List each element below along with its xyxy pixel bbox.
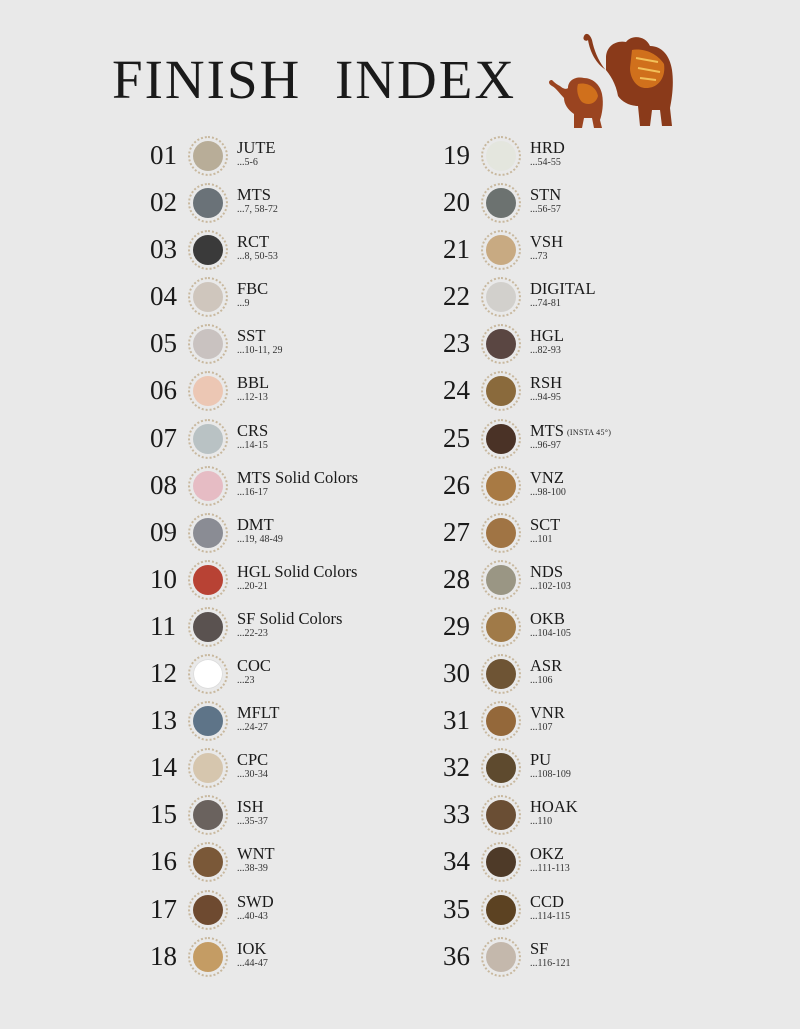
finish-name xyxy=(530,940,548,958)
finish-pages: ...111-113 xyxy=(530,863,570,875)
finish-number: 23 xyxy=(443,328,470,359)
finish-swatch-fill xyxy=(193,376,223,406)
finish-number: 16 xyxy=(150,846,177,877)
finish-swatch-fill xyxy=(193,895,223,925)
finish-number: 27 xyxy=(443,516,470,547)
finish-item xyxy=(150,230,450,277)
finish-name xyxy=(237,422,268,440)
finish-name-text: SCT xyxy=(530,514,561,534)
finish-pages: ...74-81 xyxy=(530,298,561,310)
finish-swatch-fill xyxy=(486,565,516,595)
finish-name-text: STN xyxy=(530,185,562,205)
finish-name-text: SF Solid Colors xyxy=(237,608,343,628)
finish-name-text: OKZ xyxy=(530,844,564,864)
finish-item xyxy=(443,890,743,937)
finish-item xyxy=(150,654,450,701)
finish-name xyxy=(237,704,280,722)
finish-swatch-fill xyxy=(486,376,516,406)
finish-swatch-fill xyxy=(193,847,223,877)
finish-item xyxy=(150,513,450,560)
finish-name-text: WNT xyxy=(237,844,275,864)
finish-name xyxy=(237,751,268,769)
finish-name xyxy=(237,469,358,487)
finish-pages: ...114-115 xyxy=(530,910,571,922)
finish-swatch-fill xyxy=(193,706,223,736)
finish-name-text: RCT xyxy=(237,232,270,252)
finish-item xyxy=(443,230,743,277)
finish-swatch-fill xyxy=(486,942,516,972)
finish-swatch-fill xyxy=(193,235,223,265)
finish-number: 08 xyxy=(150,469,177,500)
finish-number: 33 xyxy=(443,799,470,830)
finish-swatch xyxy=(188,748,228,788)
finish-pages: ...104-105 xyxy=(530,627,571,639)
finish-name xyxy=(530,233,563,251)
finish-item xyxy=(150,371,450,418)
finish-swatch xyxy=(481,701,521,741)
finish-name xyxy=(530,610,565,628)
finish-name-text: IOK xyxy=(237,938,267,958)
finish-number: 28 xyxy=(443,563,470,594)
finish-swatch xyxy=(481,230,521,270)
finish-swatch xyxy=(481,795,521,835)
finish-swatch xyxy=(188,560,228,600)
finish-item xyxy=(150,937,450,984)
finish-name-text: HOAK xyxy=(530,797,578,817)
finish-swatch xyxy=(481,937,521,977)
finish-item xyxy=(443,701,743,748)
finish-item xyxy=(443,466,743,513)
finish-number: 35 xyxy=(443,893,470,924)
finish-item xyxy=(443,183,743,230)
finish-name xyxy=(530,751,551,769)
finish-swatch-fill xyxy=(486,424,516,454)
finish-swatch xyxy=(481,136,521,176)
finish-name xyxy=(237,516,274,534)
finish-name-text: HRD xyxy=(530,138,565,157)
finish-swatch-fill xyxy=(193,188,223,218)
finish-swatch xyxy=(188,136,228,176)
finish-number: 24 xyxy=(443,375,470,406)
finish-pages: ...82-93 xyxy=(530,345,561,357)
finish-pages: ...101 xyxy=(530,533,553,545)
finish-item xyxy=(150,795,450,842)
finish-pages: ...110 xyxy=(530,816,553,828)
finish-name xyxy=(530,704,565,722)
finish-item xyxy=(150,890,450,937)
finish-swatch xyxy=(188,795,228,835)
finish-name-text: HGL xyxy=(530,326,564,346)
finish-name-note: (INSTA 45°) xyxy=(566,427,612,437)
finish-pages: ...98-100 xyxy=(530,486,566,498)
finish-pages: ...23 xyxy=(237,675,255,687)
finish-name-text: DMT xyxy=(237,514,274,534)
finish-number: 13 xyxy=(150,705,177,736)
finish-pages: ...30-34 xyxy=(237,769,268,781)
finish-number: 21 xyxy=(443,234,470,265)
finish-name xyxy=(237,186,271,204)
finish-pages: ...116-121 xyxy=(530,957,571,969)
finish-number: 07 xyxy=(150,422,177,453)
finish-name-text: HGL Solid Colors xyxy=(237,561,358,581)
finish-swatch-fill xyxy=(486,895,516,925)
finish-pages: ...10-11, 29 xyxy=(237,345,283,357)
finish-swatch xyxy=(481,183,521,223)
finish-swatch xyxy=(188,371,228,411)
finish-swatch xyxy=(481,466,521,506)
finish-pages: ...54-55 xyxy=(530,157,561,168)
finish-name-text: SWD xyxy=(237,891,274,911)
finish-number: 10 xyxy=(150,563,177,594)
finish-name-text: BBL xyxy=(237,373,270,393)
finish-item xyxy=(150,701,450,748)
finish-swatch-fill xyxy=(193,659,223,689)
finish-number: 20 xyxy=(443,187,470,218)
finish-pages: ...38-39 xyxy=(237,863,268,875)
finish-swatch-fill xyxy=(486,518,516,548)
finish-swatch-fill xyxy=(486,753,516,783)
finish-swatch xyxy=(481,607,521,647)
finish-swatch xyxy=(481,890,521,930)
finish-item xyxy=(443,513,743,560)
finish-name xyxy=(530,563,563,581)
finish-number: 30 xyxy=(443,658,470,689)
finish-swatch xyxy=(188,183,228,223)
finish-swatch xyxy=(188,842,228,882)
finish-name xyxy=(530,327,564,345)
finish-pages: ...8, 50-53 xyxy=(237,251,278,263)
finish-name xyxy=(530,657,562,675)
finish-name xyxy=(237,374,269,392)
finish-name-text: CCD xyxy=(530,891,564,911)
finish-name-text: COC xyxy=(237,656,271,676)
finish-name xyxy=(530,139,565,157)
finish-item xyxy=(443,136,743,183)
finish-item xyxy=(443,560,743,607)
finish-swatch xyxy=(481,324,521,364)
finish-name-text: OKB xyxy=(530,608,565,628)
finish-pages: ...22-23 xyxy=(237,627,268,639)
finish-name-text: VSH xyxy=(530,232,564,252)
finish-pages: ...108-109 xyxy=(530,769,571,781)
finish-number: 01 xyxy=(150,140,177,170)
finish-list-left xyxy=(150,136,450,984)
finish-name xyxy=(237,610,342,628)
finish-name-text: ASR xyxy=(530,656,563,676)
finish-swatch-fill xyxy=(193,424,223,454)
finish-name xyxy=(530,469,564,487)
finish-name xyxy=(530,280,596,298)
finish-name xyxy=(237,233,269,251)
finish-item xyxy=(443,795,743,842)
page-title: FINISH INDEX xyxy=(112,49,517,110)
finish-name-text: CPC xyxy=(237,750,269,770)
finish-name-text: SF xyxy=(530,938,549,958)
finish-pages: ...73 xyxy=(530,251,548,263)
finish-swatch-fill xyxy=(486,706,516,736)
finish-swatch-fill xyxy=(486,141,516,171)
finish-number: 14 xyxy=(150,752,177,783)
finish-swatch xyxy=(188,419,228,459)
finish-number: 05 xyxy=(150,328,177,359)
finish-number: 17 xyxy=(150,893,177,924)
finish-swatch xyxy=(188,277,228,317)
finish-item xyxy=(443,842,743,889)
finish-swatch xyxy=(481,842,521,882)
finish-name-text: MTS Solid Colors xyxy=(237,467,359,487)
finish-name xyxy=(237,139,276,157)
finish-pages: ...16-17 xyxy=(237,486,268,498)
finish-swatch xyxy=(481,748,521,788)
finish-number: 04 xyxy=(150,281,177,312)
finish-pages: ...94-95 xyxy=(530,392,561,404)
finish-swatch xyxy=(481,277,521,317)
finish-item xyxy=(150,136,450,183)
finish-number: 02 xyxy=(150,187,177,218)
finish-name-text: FBC xyxy=(237,279,269,299)
finish-swatch-fill xyxy=(486,612,516,642)
finish-number: 18 xyxy=(150,940,177,971)
finish-pages: ...14-15 xyxy=(237,439,268,451)
finish-item xyxy=(150,466,450,513)
finish-swatch-fill xyxy=(193,942,223,972)
finish-name xyxy=(237,893,274,911)
finish-number: 11 xyxy=(150,610,176,641)
finish-swatch xyxy=(188,701,228,741)
finish-swatch-fill xyxy=(486,329,516,359)
finish-item xyxy=(150,560,450,607)
finish-pages: ...96-97 xyxy=(530,439,561,451)
finish-swatch xyxy=(188,466,228,506)
finish-item xyxy=(443,937,743,984)
finish-pages: ...107 xyxy=(530,722,553,734)
finish-swatch xyxy=(188,324,228,364)
finish-name xyxy=(237,280,268,298)
finish-swatch-fill xyxy=(193,141,223,171)
finish-pages: ...5-6 xyxy=(237,157,258,168)
finish-item xyxy=(443,277,743,324)
finish-swatch-fill xyxy=(193,612,223,642)
finish-name xyxy=(530,516,560,534)
finish-swatch xyxy=(481,560,521,600)
finish-swatch-fill xyxy=(193,518,223,548)
finish-number: 34 xyxy=(443,846,470,877)
finish-swatch xyxy=(188,513,228,553)
finish-item xyxy=(150,607,450,654)
finish-name-text: DIGITAL xyxy=(530,279,596,299)
finish-name-text: MFLT xyxy=(237,703,280,723)
finish-name xyxy=(530,186,561,204)
finish-swatch-fill xyxy=(193,800,223,830)
finish-number: 09 xyxy=(150,516,177,547)
finish-swatch xyxy=(481,513,521,553)
finish-item xyxy=(443,371,743,418)
finish-name-text: MTS xyxy=(530,420,564,440)
finish-number: 31 xyxy=(443,705,470,736)
finish-item xyxy=(150,183,450,230)
finish-pages: ...102-103 xyxy=(530,580,571,592)
finish-swatch-fill xyxy=(193,282,223,312)
finish-item xyxy=(150,419,450,466)
finish-number: 03 xyxy=(150,234,177,265)
finish-swatch xyxy=(188,607,228,647)
finish-item xyxy=(443,324,743,371)
finish-number: 26 xyxy=(443,469,470,500)
finish-swatch xyxy=(188,937,228,977)
finish-number: 22 xyxy=(443,281,470,312)
finish-name xyxy=(237,798,264,816)
finish-swatch-fill xyxy=(193,753,223,783)
finish-pages: ...7, 58-72 xyxy=(237,204,278,216)
finish-pages: ...56-57 xyxy=(530,204,561,216)
finish-pages: ...40-43 xyxy=(237,910,268,922)
finish-swatch-fill xyxy=(193,471,223,501)
finish-number: 15 xyxy=(150,799,177,830)
finish-pages: ...19, 48-49 xyxy=(237,533,283,545)
elephant-pair-icon xyxy=(546,28,680,132)
finish-swatch-fill xyxy=(193,565,223,595)
finish-pages: ...24-27 xyxy=(237,722,268,734)
finish-name xyxy=(237,327,265,345)
finish-pages: ...9 xyxy=(237,298,250,310)
finish-name xyxy=(237,563,357,581)
finish-name-text: ISH xyxy=(237,797,264,817)
finish-name-text: MTS xyxy=(237,185,271,205)
finish-swatch-fill xyxy=(486,659,516,689)
finish-item xyxy=(443,607,743,654)
finish-name xyxy=(237,845,275,863)
finish-name-text: PU xyxy=(530,750,552,770)
finish-name-text: JUTE xyxy=(237,138,276,157)
finish-number: 36 xyxy=(443,940,470,971)
finish-number: 12 xyxy=(150,658,177,689)
finish-name xyxy=(530,893,564,911)
finish-name-text: VNZ xyxy=(530,467,564,487)
finish-name-text: NDS xyxy=(530,561,564,581)
finish-list-right xyxy=(443,136,743,984)
finish-name-text: RSH xyxy=(530,373,563,393)
finish-name-text: CRS xyxy=(237,420,269,440)
finish-swatch-fill xyxy=(193,329,223,359)
finish-number: 29 xyxy=(443,610,470,641)
finish-swatch xyxy=(481,371,521,411)
finish-pages: ...44-47 xyxy=(237,957,268,969)
finish-name xyxy=(237,657,271,675)
finish-swatch xyxy=(481,419,521,459)
finish-number: 32 xyxy=(443,752,470,783)
finish-swatch-fill xyxy=(486,847,516,877)
finish-pages: ...35-37 xyxy=(237,816,268,828)
finish-item xyxy=(150,842,450,889)
finish-swatch-fill xyxy=(486,471,516,501)
finish-name-text: SST xyxy=(237,326,266,346)
finish-number: 25 xyxy=(443,422,470,453)
finish-name xyxy=(530,798,578,816)
finish-name xyxy=(237,940,266,958)
finish-swatch xyxy=(188,890,228,930)
finish-name-text: VNR xyxy=(530,703,565,723)
finish-swatch xyxy=(188,230,228,270)
finish-item xyxy=(443,419,743,466)
finish-pages: ...12-13 xyxy=(237,392,268,404)
finish-number: 19 xyxy=(443,140,470,170)
finish-swatch xyxy=(188,654,228,694)
finish-number: 06 xyxy=(150,375,177,406)
finish-pages: ...20-21 xyxy=(237,580,268,592)
finish-name xyxy=(530,845,564,863)
finish-item xyxy=(150,277,450,324)
finish-swatch-fill xyxy=(486,800,516,830)
finish-item xyxy=(443,748,743,795)
finish-item xyxy=(150,748,450,795)
finish-swatch-fill xyxy=(486,188,516,218)
finish-swatch-fill xyxy=(486,282,516,312)
finish-item xyxy=(443,654,743,701)
finish-pages: ...106 xyxy=(530,675,553,687)
finish-item xyxy=(150,324,450,371)
finish-name xyxy=(530,374,562,392)
finish-swatch xyxy=(481,654,521,694)
finish-name xyxy=(530,422,611,442)
finish-swatch-fill xyxy=(486,235,516,265)
